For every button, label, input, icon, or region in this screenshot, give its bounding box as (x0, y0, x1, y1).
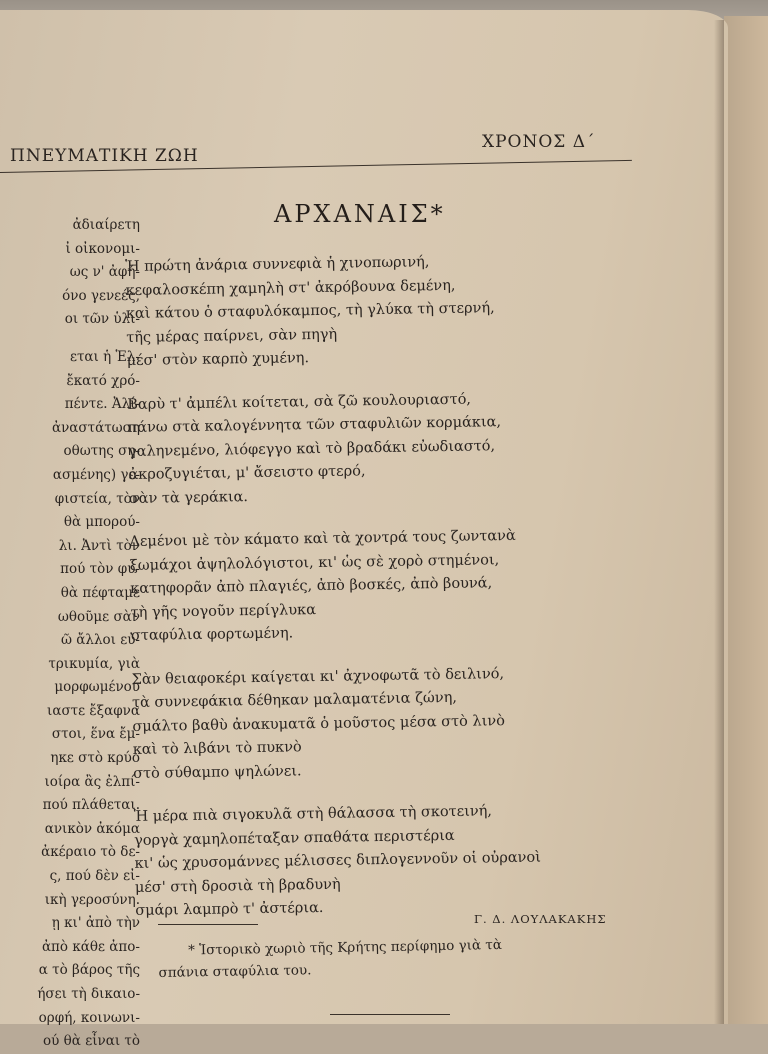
left-line: λι. Ἀντὶ τὸν (58, 537, 140, 554)
footnote-line: σπάνια σταφύλια του. (158, 962, 312, 981)
poem-line: σταφύλια φορτωμένη. (130, 625, 294, 644)
stanza-5 (134, 798, 656, 924)
left-line: α τὸ βάρος τῆς (38, 962, 140, 979)
left-line: όνο γενεές, (62, 287, 140, 304)
left-line: στοι, ἕνα ἔμ- (51, 726, 140, 743)
poem-line: μέσ' στὴ δροσιὰ τὴ βραδυνὴ (134, 876, 341, 896)
poem-title: ΑΡΧΑΝΑΙΣ* (274, 200, 446, 228)
poem-line: καὶ τὸ λιβάνι τὸ πυκνὸ (132, 739, 302, 758)
left-line: τρικυμία, γιὰ (48, 655, 140, 672)
poem-line: μέσ' στὸν καρπὸ χυμένη. (126, 350, 310, 369)
poem-line: Δεμένοι μὲ τὸν κάματο καὶ τὰ χοντρά τους ζωντανὰ (129, 527, 516, 550)
left-line: εται ἡ Ἑλ- (69, 348, 140, 365)
poem-line: τῆς μέρας παίρνει, σὰν πηγὴ (126, 326, 338, 346)
left-line: μορφωμένου (54, 679, 140, 696)
poem-line: πάνω στὰ καλογέννητα τῶν σταφυλιῶν κορμάκια, (127, 414, 502, 436)
left-line: ήσει τὴ δικαιο- (37, 986, 140, 1002)
left-line: ικὴ γεροσύνη. (44, 891, 140, 908)
left-line: ασμένης) γε- (52, 466, 140, 483)
left-line: ιαστε ἔξαφνα (47, 702, 140, 719)
left-line: ἀκέραιο τὸ δε- (41, 844, 140, 861)
left-line: ἀναστάτωση (51, 419, 140, 436)
poem-line: τὰ συννεφάκια δέθηκαν μαλαματένια ζώνη, (131, 689, 458, 711)
poem-line: Σὰν θειαφοκέρι καίγεται κι' ἀχνοφωτᾶ τὸ δειλινό, (131, 665, 505, 688)
poem-line: Ἡ μέρα πιὰ σιγοκυλᾶ στὴ θάλασσα τὴ σκοτεινή, (133, 803, 493, 825)
left-line: οι τῶν ὑλι- (64, 311, 140, 328)
left-line: θὰ μπορού- (63, 514, 140, 531)
page-gutter (714, 20, 724, 1024)
poem-line: κατηφορᾶν ἀπὸ πλαγιές, ἀπὸ βοσκές, ἀπὸ βουνά, (130, 575, 493, 597)
stanza-4 (131, 660, 653, 786)
poem-line: ξωμάχοι ἀψηλολόγιστοι, κι' ὡς σὲ χορὸ στημένοι, (129, 551, 500, 574)
running-header-title: ΠΝΕΥΜΑΤΙΚΗ ΖΩΗ (10, 146, 199, 166)
poem-line: στὸ σύθαμπο ψηλώνει. (133, 762, 302, 782)
left-line: ἔκατό χρό- (66, 372, 140, 389)
next-page-edge (724, 16, 768, 1024)
left-line: πού τὸν φυ- (60, 561, 140, 578)
left-line: ἀπὸ κάθε ἀπο- (41, 938, 140, 955)
poem-line: γοργὰ χαμηλοπέταξαν σπαθάτα περιστέρια (134, 827, 455, 849)
left-line: ανικὸν ἀκόμα (44, 820, 140, 837)
left-line: ῃ κι' ἀπὸ τὴν (51, 915, 140, 932)
left-line: ῶ ἄλλοι εὐ- (60, 632, 140, 649)
left-line: ιοίρα ἂς ἐλπί- (44, 773, 140, 790)
left-line: ωθοῦμε σὰν (57, 608, 140, 625)
left-line: ορφή, κοινωνι- (38, 1009, 140, 1026)
poem-line: Ἡ πρώτη ἀνάρια συννεφιὰ ἡ χινοπωρινή, (125, 254, 430, 275)
left-line: πού πλάθεται. (42, 797, 140, 814)
footnote-rule (158, 924, 258, 925)
poem-body (125, 248, 656, 944)
left-line: πέντε. Ἀλί- (64, 396, 140, 413)
left-line: ού θὰ εἶναι τὸ (43, 1033, 140, 1050)
poem-line: γαληνεμένο, λιόφεγγο καὶ τὸ βραδάκι εὐωδιαστό, (127, 437, 496, 460)
poem-line: σμάρι λαμπρὸ τ' ἀστέρια. (135, 899, 324, 919)
stanza-1 (125, 248, 647, 374)
poem-line: κι' ὡς χρυσομάννες μέλισσες διπλογεννοῦν οἱ οὐρανοὶ (134, 849, 541, 872)
footnote (158, 931, 659, 984)
left-line: ἀδιαίρετη (72, 217, 140, 233)
poem-line: καὶ κάτου ὁ σταφυλόκαμπος, τὴ γλύκα τὴ στερνή, (125, 300, 495, 322)
poem-line: σμάλτο βαθὺ ἀνακυματᾶ ὁ μοῦστος μέσα στὸ λινὸ (132, 712, 505, 735)
poem-line: κεφαλοσκέπη χαμηλὴ στ' ἀκρόβουνα δεμένη, (125, 277, 456, 299)
stanza-3 (129, 523, 651, 649)
poem-line: τὴ γῆς νογοῦν περίγλυκα (130, 601, 317, 621)
left-column-text (0, 214, 140, 1054)
left-line: θὰ πέφταμε (60, 584, 140, 601)
poem-line: σὰν τὰ γεράκια. (128, 488, 249, 507)
footnote-line: * Ἱστορικὸ χωριὸ τῆς Κρήτης περίφημο γιὰ τὰ (188, 936, 503, 959)
poem-line: ἀκροζυγιέται, μ' ἄσειστο φτερό, (128, 463, 366, 483)
left-line: ς, πού δὲν εἰ- (49, 868, 140, 885)
left-line: ηκε στὸ κρύο (50, 750, 140, 767)
left-line: φιστεία, τὸν (54, 490, 140, 507)
bottom-rule (330, 1014, 450, 1015)
left-line: οθωτης ση- (63, 443, 140, 460)
left-line: ως ν' ἀφή- (69, 264, 140, 281)
left-line: ἰ οἰκονομι- (65, 240, 140, 257)
stanza-2 (127, 385, 649, 511)
poem-line: Βαρὺ τ' ἀμπέλι κοίτεται, σὰ ζῶ κουλουριαστό, (127, 391, 472, 413)
running-header-volume: ΧΡΟΝΟΣ Δ´ (482, 132, 596, 152)
poem-author: Γ. Δ. ΛΟΥΛΑΚΑΚΗΣ (474, 912, 607, 926)
